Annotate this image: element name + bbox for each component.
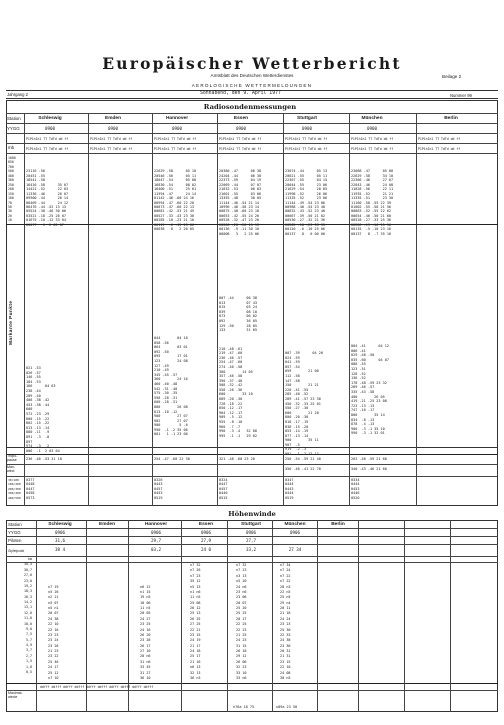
hw-code-hannover: 0906 (150, 530, 162, 535)
rs-data-schleswig-std: 23116 -56 20451 -55 18541 -58 16416 -58 35 07 14421 -52 22 03 11336 -46 26 07 09900 -44 26 14 08469 -44 24 12 06476 -44 -52 13 13 05524 -38 -46 30 06 03521 -18 -25 26 07 01675 -10 -12 33 04 00077 1 2 05 07 (26, 169, 69, 227)
hw-col-div-3 (181, 520, 182, 712)
hw-data-muenchen: n7 34 n7 24 n7 22 n7 22 28 n3 22 n5 25 n5 29 n4 20 11 21 18 24 24 23 23 25 30 22 33 24 38 23 36 20 31 21 31 23 15 22 10 24 08 30 n5 (280, 563, 291, 680)
hw-gipfel-hannover: 03,2 (150, 547, 162, 552)
rs-maxcodes-schleswig: 0377 0448 0447 0458 0573 (26, 478, 35, 500)
rs-data-muenchen-std: 23068 -47 05 08 22629 -58 34 10 22366 -46 27 07 22043 -46 24 08 11828 -56 22 11 11935 -52 21 21 11335 -51 23 30 11160 -50 -55 22 39 01002 -55 -58 21 56 00863 -52 -55 22 62 00654 -46 -50 21 60 00528 -27 -33 25 36 00286 -19 -16 15 16 00135 -5 -10 23 16 00137 8 -7 35 10 (351, 169, 394, 236)
rs-colhdr-b5: P1P1h1h1 TT TdTd dd ff (285, 147, 328, 151)
issue-date: Sonnabend, den 9. April 1977 (200, 91, 281, 96)
rs-col-div-6 (416, 113, 417, 448)
rs-line-5 (6, 153, 498, 154)
hw-col-div-4 (227, 520, 228, 712)
rs-colhdr-5: P1P1h1h1 TT TdTd dd ff (285, 137, 328, 141)
hw-line-2 (6, 536, 498, 537)
rs-lo-div-3 (217, 448, 218, 506)
hw-col-div-1 (86, 520, 87, 712)
hw-max-muenchen: n89a 23 50 (276, 705, 298, 709)
hw-line-7 (6, 690, 498, 691)
rs-station-stuttgart: Stuttgart (297, 116, 317, 121)
hw-maximalwinde-label: Maximal- winde (8, 691, 23, 699)
hw-col-div-2 (128, 520, 129, 712)
hw-station-schleswig: Schleswig (48, 522, 72, 527)
rs-col-div-1 (88, 113, 89, 448)
rs-line-2 (6, 123, 498, 124)
rs-code-emden: 0900 (107, 126, 119, 131)
hw-max-stuttgart: n76a 18 75 (233, 705, 255, 709)
hw-data-essen: n7 32 n7 26 n7 23 35 12 n5 13 n1 n6 11 n5 25 08 26 12 25 13 26 25 27 25 22 21 23 15 24 19 21 17 24 18 25 17 21 16 n6 13 32 13 36 n3 (190, 563, 201, 680)
hw-gipfelpunkt-label: Gipfelpunkt (8, 549, 25, 553)
hw-line-6 (6, 683, 498, 684)
hw-code-stuttgart: 0906 (245, 530, 257, 535)
hw-station-hannover: Hannover (144, 522, 168, 527)
hw-line-3 (6, 544, 498, 545)
rs-tropo-muenchen: 263 -58 -59 21 60 (351, 457, 387, 461)
rs-colhdr-7: P1P1h1h1 TT TdTd dd ff (418, 137, 461, 141)
rs-colhdr-2: P1P1h1h1 TT TdTd dd ff (90, 137, 133, 141)
hw-line-4 (6, 556, 498, 557)
rs-col-div-3 (217, 113, 218, 448)
rs-lo-div-0 (24, 448, 25, 506)
rs-line-1 (6, 113, 498, 114)
hw-data-schleswig: n7 19 n5 26 n2 21 n5 07 n5 n1 20 07 24 38 22 10 22 16 23 23 23 24 23 26 21 23 23 22 25 46 24 17 25 12 n7 10 (48, 584, 59, 680)
rs-line-3 (6, 133, 498, 134)
rs-maxwind-stuttgart: 350 -46 -41 22 70 (285, 467, 321, 471)
rs-colhdr-b4: P1P1h1h1 TT TdTd dd ff (219, 147, 262, 151)
rs-data-essen-std: 20380 -47 06 38 24204 -44 06 30 22373 -59 04 19 22069 -44 07 07 21832 -53 06 03 21601 -55 03 06 13355 -48 30 05 11144 -46 -54 21 14 10996 -48 -58 23 14 00875 -48 -60 23 18 00653 -42 -55 24 20 00528 -32 -47 23 20 00286 -20 -28 15 13 00136 -9 -11 30 10 00008 3 2 25 06 (219, 169, 262, 236)
rs-maxcodes-stuttgart: 0347 0444 0443 0444 0519 (285, 478, 294, 500)
rs-station-label: Station (7, 116, 21, 121)
rs-station-berlin: Berlin (444, 116, 458, 121)
hw-line-1 (6, 528, 498, 529)
rs-lo-div-6 (416, 448, 417, 506)
rs-maxwind-muenchen: 340 -43 -46 21 60 (351, 467, 387, 471)
rs-data-schleswig-sig: 021 -53 026 -57 146 -55 184 -53 166 04 03 238 -44 289 -40 408 -38 -42 453 -38 -44 600 572 -23 -29 800 -15 -22 802 -15 -22 813 -13 -14 880 -11 -9 891 -3 -8 897 974 -3 2 006 -1 2 03 04 (26, 366, 60, 453)
rs-code-stuttgart: 0900 (301, 126, 313, 131)
beilage-label: Beilage 2 (442, 74, 462, 79)
rs-tropo-hannover: 254 -47 -60 22 30 (154, 457, 190, 461)
rs-code-hannover: 0900 (171, 126, 183, 131)
hw-col-div-0 (36, 520, 37, 712)
rs-yygg-label: YYGG (7, 126, 20, 131)
rs-pressure-levels: 1000 850 700 500 400 300 250 200 150 100 70 50 30 20 10 (8, 156, 16, 223)
rs-colhdr-b7: P1P1h1h1 TT TdTd dd ff (418, 147, 461, 151)
rs-tropo-stuttgart: 250 -54 -59 21 40 (285, 457, 321, 461)
hw-station-berlin: Berlin (331, 522, 345, 527)
rs-data-stuttgart-std: 23074 -44 05 13 20621 -55 05 11 22367 -55 04 15 20044 -55 23 06 21629 -54 20 05 11998 -52 26 06 11335 -52 23 06 11144 -49 -54 23 06 00988 -48 -54 23 40 00832 -43 -52 23 40 00667 -39 -50 21 02 00530 -27 -32 21 36 00285 -18 -23 33 33 00120 -6 -10 25 06 00137 8 0 00 00 (285, 169, 328, 236)
hw-station-label: Station (8, 522, 22, 527)
rs-maxcodes-muenchen: 0334 0444 0453 0446 0520 (351, 478, 360, 500)
hoehenwinde-title: Höhenwinde (228, 510, 276, 518)
rs-tropo-schleswig: 236 -46 -53 31 10 (26, 457, 62, 461)
hw-gipfel-schleswig: 38 4 (54, 547, 66, 552)
rs-tropo-essen: 321 -48 -60 23 20 (219, 457, 255, 461)
hw-levels: km 30,4 30,7 27,0 23,0 19,2 18,3 16,3 14,2 13,1 12,0 11,0 10,0 9,0 7,5 5,7 4,9 3,7 2,7 1,5 1,0 0,5 (24, 557, 32, 674)
hw-piloten-essen: 27,9 (200, 538, 212, 543)
hw-col-div-6 (317, 520, 318, 712)
hw-piloten-hannover: 29,7 (150, 538, 162, 543)
hw-code-essen: 0906 (200, 530, 212, 535)
header-rule-bottom (6, 98, 498, 99)
hw-station-emden: Emden (99, 522, 115, 527)
rs-maxcodes-essen: 0324 0447 0457 0440 0515 (219, 478, 228, 500)
markante-punkte-label: Markante Punkte (9, 300, 14, 345)
rs-station-schleswig: Schleswig (38, 116, 62, 121)
issue-number: Nummer 99 (450, 93, 472, 98)
rs-colhdr-b3: P1P1h1h1 TT TdTd dd ff (154, 147, 197, 151)
rs-colhdr-6: P1P1h1h1 TT TdTd dd ff (351, 137, 394, 141)
hw-bottom-header: ddfff ddfff ddfff ddfff ddfff ddfff ddfff ddfff ddfff ddfff (40, 685, 154, 689)
rs-colhdr-b2: P1P1h1h1 TT TdTd dd ff (90, 147, 133, 151)
rs-code-essen: 0900 (235, 126, 247, 131)
rs-lo-div-1 (88, 448, 89, 506)
rs-colhdr-3: P1P1h1h1 TT TdTd dd ff (154, 137, 197, 141)
rs-std-bottom-rule (6, 224, 498, 225)
hw-station-essen: Essen (198, 522, 214, 527)
rs-col-div-0 (24, 113, 25, 448)
rs-station-hannover: Hannover (165, 116, 189, 121)
rs-lower-frame (6, 448, 498, 506)
rs-maxwind-label: Max- wind (7, 465, 15, 473)
rs-lo-div-4 (283, 448, 284, 506)
jahrgang-label: Jahrgang 2 (7, 92, 28, 97)
rs-data-muenchen-sig: 004 -41 04 12 006 -41 029 -48 -50 035 -60 04 07 088 -55 123 -51 128 -52 136 -52 178 -48 -59 23 32 289 -46 -57 335 -43 -58 400 26 05 419 -21 -25 23 08 723 -13 -13 747 -16 -17 800 35 14 834 -8 -13 878 -4 -13 900 -3 -1 35 10 990 -3 -1 32 01 (351, 344, 389, 436)
hw-col-div-5 (272, 520, 273, 712)
aerological-heading: AEROLOGISCHE WETTERMELDUNGEN (191, 83, 313, 88)
rs-colhdr-b6: P1P1h1h1 TT TdTd dd ff (351, 147, 394, 151)
rs-station-emden: Emden (105, 116, 121, 121)
hw-col-div-7 (358, 520, 359, 712)
rs-code-muenchen: 0900 (366, 126, 378, 131)
hw-code-schleswig: 0906 (54, 530, 66, 535)
hw-line-5 (6, 562, 498, 563)
rs-low-levels: 30/100 100/200 200/300 300/400 400/500 (8, 478, 21, 500)
rs-data-hannover-std: 22629 -58 05 10 20546 -56 05 11 18047 -54 05 08 16830 -54 08 02 16400 -51 25 01 11594 -47 24 14 01142 -46 -60 24 16 00994 -47 -60 22 20 00873 -47 -60 22 13 00681 -42 -53 21 45 00527 -33 -43 23 30 00285 -18 -23 21 10 00119 -6 -13 23 06 00038 8 2 26 05 (154, 169, 197, 232)
hw-col-div-8 (404, 520, 405, 712)
rs-mb-label: mb (8, 145, 15, 150)
rs-lo-div-5 (349, 448, 350, 506)
hw-station-muenchen: München (284, 522, 306, 527)
hw-gipfel-muenchen: 27 34 (288, 547, 302, 552)
rs-tropopause-label: Tropo- pause (7, 454, 18, 462)
hw-yygg-label: YYGG (8, 530, 21, 535)
rs-line-4 (6, 143, 498, 144)
hw-piloten-label: Piloten (8, 538, 22, 543)
report-subtitle: Amtsblatt des Deutschen Wetterdienstes (210, 73, 294, 78)
rs-station-essen: Essen (233, 116, 249, 121)
rs-maxcodes-hannover: 0326 0443 0457 0453 0519 (154, 478, 163, 500)
report-title: Europäischer Wetterbericht (102, 54, 402, 73)
hw-data-stuttgart: n7 32 n7 23 n3 13 n5 20 24 n6 23 n6 23 06 20 07 25 20 25 25 20 17 22 25 22 23 21 25 24 23 31 15 26 18 29 12 26 06 32 23 33 10 33 n6 (236, 563, 247, 680)
radiosonde-title: Radiosondenmessungen (203, 103, 297, 111)
rs-colhdr-1: P1P1h1h1 TT TdTd dd ff (26, 137, 69, 141)
rs-colhdr-b1: P1P1h1h1 TT TdTd dd ff (26, 147, 69, 151)
rs-lo-div-2 (152, 448, 153, 506)
hw-station-stuttgart: Stuttgart (241, 522, 261, 527)
hw-data-hannover: n6 12 n1 15 19 n5 10 06 11 n5 20 05 24 27 23 25 24 16 26 20 23 28 26 17 27 10 28 n6 31 n6 33 45 31 27 36 10 (140, 584, 151, 680)
rs-station-muenchen: München (361, 116, 383, 121)
hw-piloten-schleswig: 31,6 (54, 538, 66, 543)
hw-gipfel-stuttgart: 33,2 (245, 547, 257, 552)
rs-code-schleswig: 0900 (44, 126, 56, 131)
rs-col-div-2 (152, 113, 153, 448)
rs-col-div-5 (349, 113, 350, 448)
rs-data-hannover-sig: 044 04 10 058 -56 064 03 01 092 -50 095 17 01 123 24 08 127 -49 210 -49 345 -45 -57 360 24 16 460 -40 -48 542 -31 -40 575 -30 -35 598 -28 -31 600 -28 -31 800 26 08 813 -10 -12 900 27 07 902 27 07 900 5 -6 990 -1 -2 35 06 001 1 -1 23 06 (154, 336, 188, 437)
hw-col-div-9 (450, 520, 451, 712)
rs-data-stuttgart-sig: 007 -39 04 20 024 -59 041 -59 057 -54 059 21 06 112 -58 147 -58 150 21 21 220 -41 -55 285 -40 -52 289 -41 -57 23 30 450 -32 -33 25 01 550 -27 -30 600 21 20 800 -20 -30 818 -17 -19 838 -15 -20 853 -14 -19 877 -13 -14 900 35 11 907 -5 919 -2 -3 991 -1 -2 12 17 (285, 351, 323, 457)
hw-gipfel-essen: 24 0 (200, 547, 212, 552)
hw-piloten-stuttgart: 27,7 (245, 538, 257, 543)
rs-data-essen-sig: 007 -44 06 38 013 07 43 015 03 24 039 08 10 073 06 02 092 36 05 129 -50 28 05 133 31 05 210 -48 -61 219 -47 -60 236 -46 -57 254 -47 -60 274 -46 -58 300 14 05 357 -46 -58 390 -37 -48 508 -32 -42 550 -26 -36 600 33 10 689 -20 -30 728 -18 -22 850 -12 -17 904 -12 -17 909 -5 -12 955 -8 -10 960 7 -7 990 -3 -4 32 08 995 -1 -1 29 02 (219, 296, 257, 438)
rs-colhdr-4: P1P1h1h1 TT TdTd dd ff (219, 137, 262, 141)
rs-col-div-4 (283, 113, 284, 448)
hw-code-muenchen: 0906 (289, 530, 301, 535)
